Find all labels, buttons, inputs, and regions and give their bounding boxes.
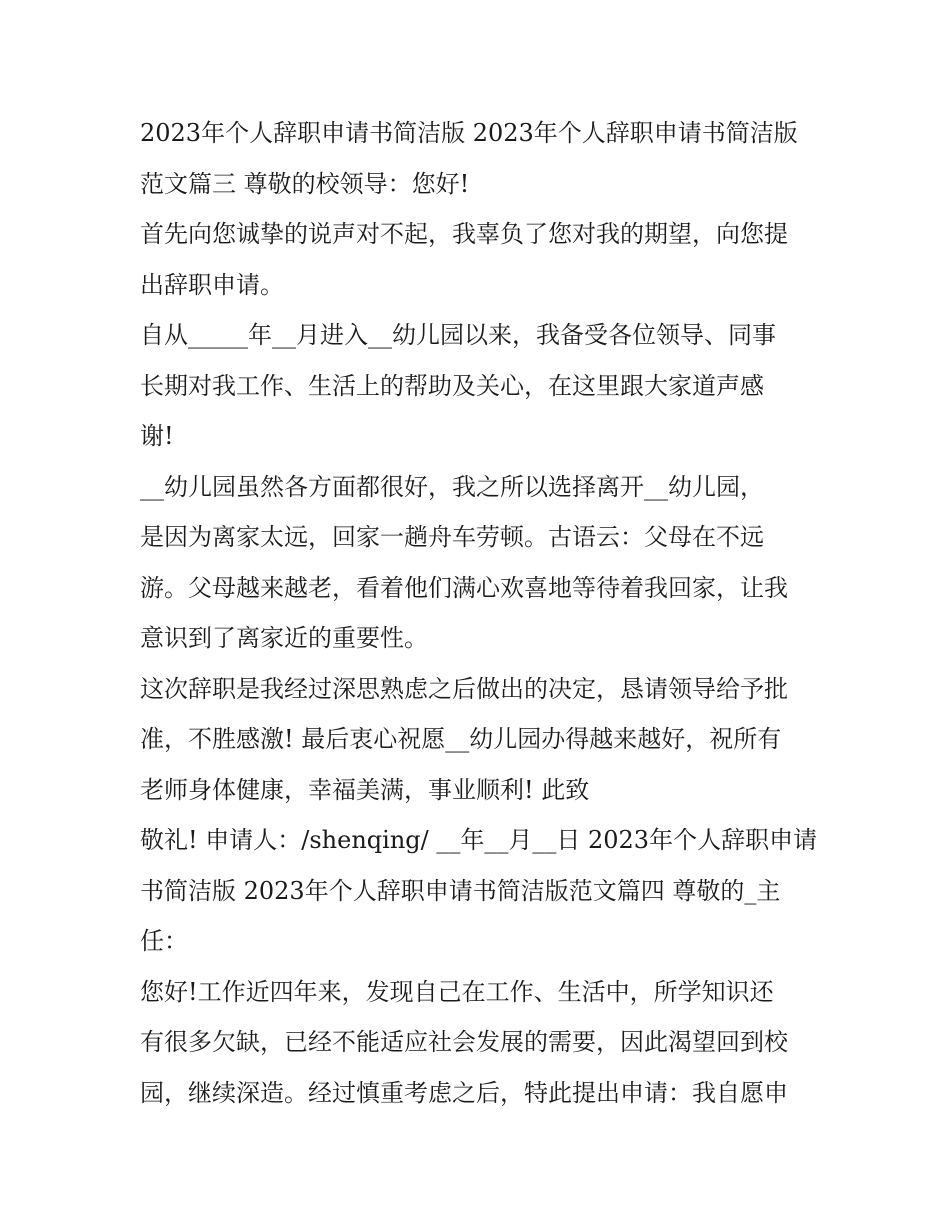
text-line: 书简洁版 2023年个人辞职申请书简洁版范文篇四 尊敬的_主: [140, 876, 781, 905]
text-line: 是因为离家太远，回家一趟舟车劳顿。古语云：父母在不远: [140, 523, 764, 551]
text-line: 自从_____年__月进入__幼儿园以来，我备受各位领导、同事: [140, 321, 776, 349]
text-line: 准，不胜感激! 最后衷心祝愿__幼儿园办得越来越好，祝所有: [140, 725, 782, 753]
text-line: 任：: [140, 927, 188, 955]
text-line: 意识到了离家近的重要性。: [140, 624, 428, 652]
text-line: 出辞职申请。: [140, 270, 284, 299]
text-line: __幼儿园虽然各方面都很好，我之所以选择离开__幼儿园，: [140, 472, 764, 501]
text-line: 老师身体健康，幸福美满，事业顺利! 此致: [140, 775, 590, 804]
text-line: 2023年个人辞职申请书简洁版 2023年个人辞职申请书简洁版: [140, 119, 798, 147]
text-line: 谢!: [140, 422, 174, 450]
document-body: [140, 108, 820, 1118]
text-line: 园，继续深造。经过慎重考虑之后，特此提出申请：我自愿申: [140, 1078, 788, 1107]
text-line: 您好!工作近四年来，发现自己在工作、生活中，所学知识还: [140, 977, 774, 1006]
text-line: 长期对我工作、生活上的帮助及关心，在这里跟大家道声感: [140, 371, 764, 400]
text-line: 敬礼! 申请人：/shenqing/ __年__月__日 2023年个人辞职申请: [140, 826, 818, 854]
text-line: 游。父母越来越老，看着他们满心欢喜地等待着我回家，让我: [140, 573, 788, 602]
text-line: 首先向您诚挚的说声对不起，我辜负了您对我的期望，向您提: [140, 220, 788, 248]
text-line: 范文篇三 尊敬的校领导：您好!: [140, 169, 470, 198]
text-line: 这次辞职是我经过深思熟虑之后做出的决定，恳请领导给予批: [140, 674, 788, 703]
text-line: 有很多欠缺，已经不能适应社会发展的需要，因此渴望回到校: [140, 1028, 788, 1056]
